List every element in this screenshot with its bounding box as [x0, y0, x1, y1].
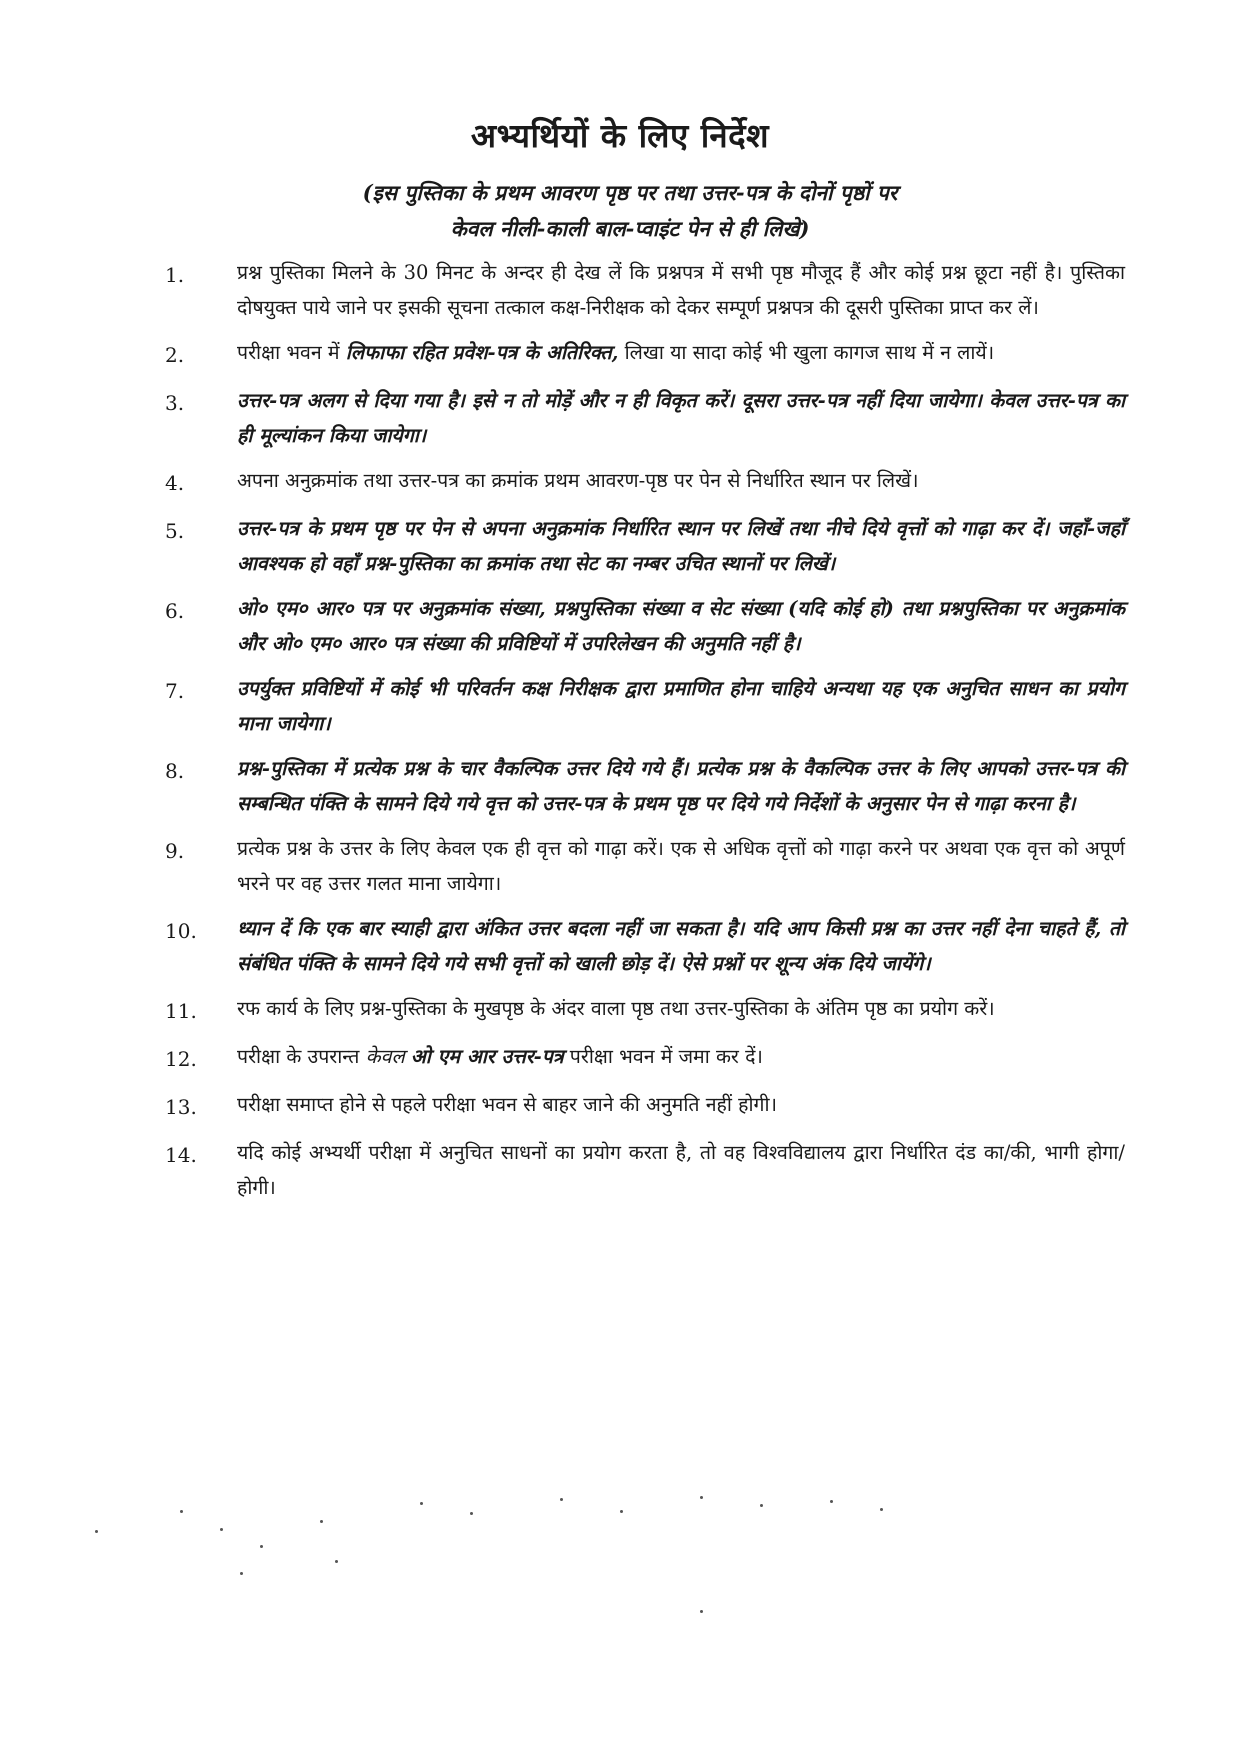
item-text-emphasis: ओ एम आर उत्तर-पत्र: [410, 1045, 564, 1068]
scan-speck: [335, 1560, 338, 1563]
item-number: 12.: [165, 1047, 197, 1071]
scan-speck: [420, 1502, 423, 1505]
scan-speck: [560, 1498, 563, 1501]
item-text: उपर्युक्त प्रविष्टियों में कोई भी परिवर्तन कक्ष निरीक्षक द्वारा प्रमाणित होना चाहिये अन्यथा यह एक अनुचित साधन का प्रयोग माना जायेगा।: [237, 677, 1125, 735]
item-number: 10.: [165, 919, 197, 943]
scan-specks: [0, 1490, 1240, 1640]
scan-speck: [320, 1520, 323, 1523]
instruction-item-12: [165, 1039, 1125, 1077]
scan-speck: [220, 1528, 223, 1531]
instruction-list: [165, 255, 1125, 1215]
instruction-item-7: [165, 671, 1125, 741]
item-text: ओ० एम० आर० पत्र पर अनुक्रमांक संख्या, प्रश्नपुस्तिका संख्या व सेट संख्या (यदि कोई हो) तथा प्रश्नपुस्तिका पर अनुक्रमांक और ओ० एम० आर० पत्र संख्या की प्रविष्टियों में उपरिलेखन की अनुमति नहीं है।: [237, 597, 1125, 655]
item-text-part: परीक्षा भवन में: [237, 341, 346, 364]
item-text: परीक्षा समाप्त होने से पहले परीक्षा भवन से बाहर जाने की अनुमति नहीं होगी।: [237, 1093, 777, 1116]
item-number: 5.: [165, 519, 185, 543]
subtitle-line-2: केवल नीली-काली बाल-प्वाइंट पेन से ही लिखे): [450, 216, 810, 241]
item-number: 3.: [165, 391, 185, 415]
item-number: 9.: [165, 839, 185, 863]
instruction-item-2: [165, 335, 1125, 373]
subtitle-line-1: (इस पुस्तिका के प्रथम आवरण पृष्ठ पर तथा उत्तर-पत्र के दोनों पृष्ठों पर: [362, 180, 898, 205]
scan-speck: [880, 1508, 883, 1511]
item-text: अपना अनुक्रमांक तथा उत्तर-पत्र का क्रमांक प्रथम आवरण-पृष्ठ पर पेन से निर्धारित स्थान पर लिखें।: [237, 469, 919, 492]
scan-speck: [620, 1510, 623, 1513]
item-text: प्रत्येक प्रश्न के उत्तर के लिए केवल एक ही वृत्त को गाढ़ा करें। एक से अधिक वृत्तों को गाढ़ा करने पर अथवा एक वृत्त को अपूर्ण भरने पर वह उत्तर गलत माना जायेगा।: [237, 837, 1125, 895]
item-text-emphasis: लिफाफा रहित प्रवेश-पत्र के अतिरिक्त,: [345, 341, 619, 364]
item-text: [237, 335, 1125, 370]
instruction-item-4: [165, 463, 1125, 501]
item-text: उत्तर-पत्र के प्रथम पृष्ठ पर पेन से अपना अनुक्रमांक निर्धारित स्थान पर लिखें तथा नीचे दिये वृत्तों को गाढ़ा कर दें। जहाँ-जहाँ आवश्यक हो वहाँ प्रश्न-पुस्तिका का क्रमांक तथा सेट का नम्बर उचित स्थानों पर लिखें।: [237, 517, 1125, 575]
instruction-item-13: [165, 1087, 1125, 1125]
scan-speck: [700, 1496, 703, 1499]
item-text: ध्यान दें कि एक बार स्याही द्वारा अंकित उत्तर बदला नहीं जा सकता है। यदि आप किसी प्रश्न का उत्तर नहीं देना चाहते हैं, तो संबंधित पंक्ति के सामने दिये गये सभी वृत्तों को खाली छोड़ दें। ऐसे प्रश्नों पर शून्य अंक दिये जायेंगे।: [237, 917, 1125, 975]
instruction-item-6: [165, 591, 1125, 661]
item-number: 14.: [165, 1143, 197, 1167]
item-number: 6.: [165, 599, 185, 623]
item-text: [237, 1039, 1125, 1074]
item-text-part: लिखा या सादा कोई भी खुला कागज साथ में न लायें।: [618, 341, 995, 364]
item-number: 13.: [165, 1095, 197, 1119]
item-number: 8.: [165, 759, 185, 783]
instruction-item-14: [165, 1135, 1125, 1205]
scan-speck: [180, 1510, 183, 1513]
item-text-italic: केवल: [365, 1045, 411, 1068]
item-number: 4.: [165, 471, 185, 495]
item-number: 2.: [165, 343, 185, 367]
scan-speck: [830, 1500, 833, 1503]
item-text-part: परीक्षा के उपरान्त: [237, 1045, 366, 1068]
instruction-item-11: [165, 991, 1125, 1029]
page-title: अभ्यर्थियों के लिए निर्देश: [470, 116, 770, 155]
item-number: 1.: [165, 263, 185, 287]
item-text: प्रश्न पुस्तिका मिलने के 30 मिनट के अन्दर ही देख लें कि प्रश्नपत्र में सभी पृष्ठ मौजूद हैं और कोई प्रश्न छूटा नहीं है। पुस्तिका दोषयुक्त पाये जाने पर इसकी सूचना तत्काल कक्ष-निरीक्षक को देकर सम्पूर्ण प्रश्नपत्र की दूसरी पुस्तिका प्राप्त कर लें।: [237, 261, 1125, 319]
scan-speck: [260, 1545, 263, 1548]
item-number: 7.: [165, 679, 185, 703]
item-text: प्रश्न-पुस्तिका में प्रत्येक प्रश्न के चार वैकल्पिक उत्तर दिये गये हैं। प्रत्येक प्रश्न के वैकल्पिक उत्तर के लिए आपको उत्तर-पत्र की सम्बन्धित पंक्ति के सामने दिये गये वृत्त को उत्तर-पत्र के प्रथम पृष्ठ पर दिये गये निर्देशों के अनुसार पेन से गाढ़ा करना है।: [237, 757, 1125, 815]
item-text: यदि कोई अभ्यर्थी परीक्षा में अनुचित साधनों का प्रयोग करता है, तो वह विश्वविद्यालय द्वारा निर्धारित दंड का/की, भागी होगा/होगी।: [237, 1141, 1125, 1199]
instruction-item-3: [165, 383, 1125, 453]
item-text: रफ कार्य के लिए प्रश्न-पुस्तिका के मुखपृष्ठ के अंदर वाला पृष्ठ तथा उत्तर-पुस्तिका के अंतिम पृष्ठ का प्रयोग करें।: [237, 997, 995, 1020]
instruction-item-1: [165, 255, 1125, 325]
scan-speck: [240, 1572, 243, 1575]
scan-speck: [95, 1530, 98, 1533]
scan-speck: [700, 1610, 703, 1613]
scan-speck: [470, 1512, 473, 1515]
page-subtitle: [250, 175, 1010, 247]
instruction-item-10: [165, 911, 1125, 981]
item-text: उत्तर-पत्र अलग से दिया गया है। इसे न तो मोड़ें और न ही विकृत करें। दूसरा उत्तर-पत्र नहीं दिया जायेगा। केवल उत्तर-पत्र का ही मूल्यांकन किया जायेगा।: [237, 389, 1125, 447]
item-text-part: परीक्षा भवन में जमा कर दें।: [563, 1045, 763, 1068]
instruction-item-9: [165, 831, 1125, 901]
item-number: 11.: [165, 999, 197, 1023]
instruction-item-5: [165, 511, 1125, 581]
instruction-item-8: [165, 751, 1125, 821]
scan-speck: [760, 1504, 763, 1507]
